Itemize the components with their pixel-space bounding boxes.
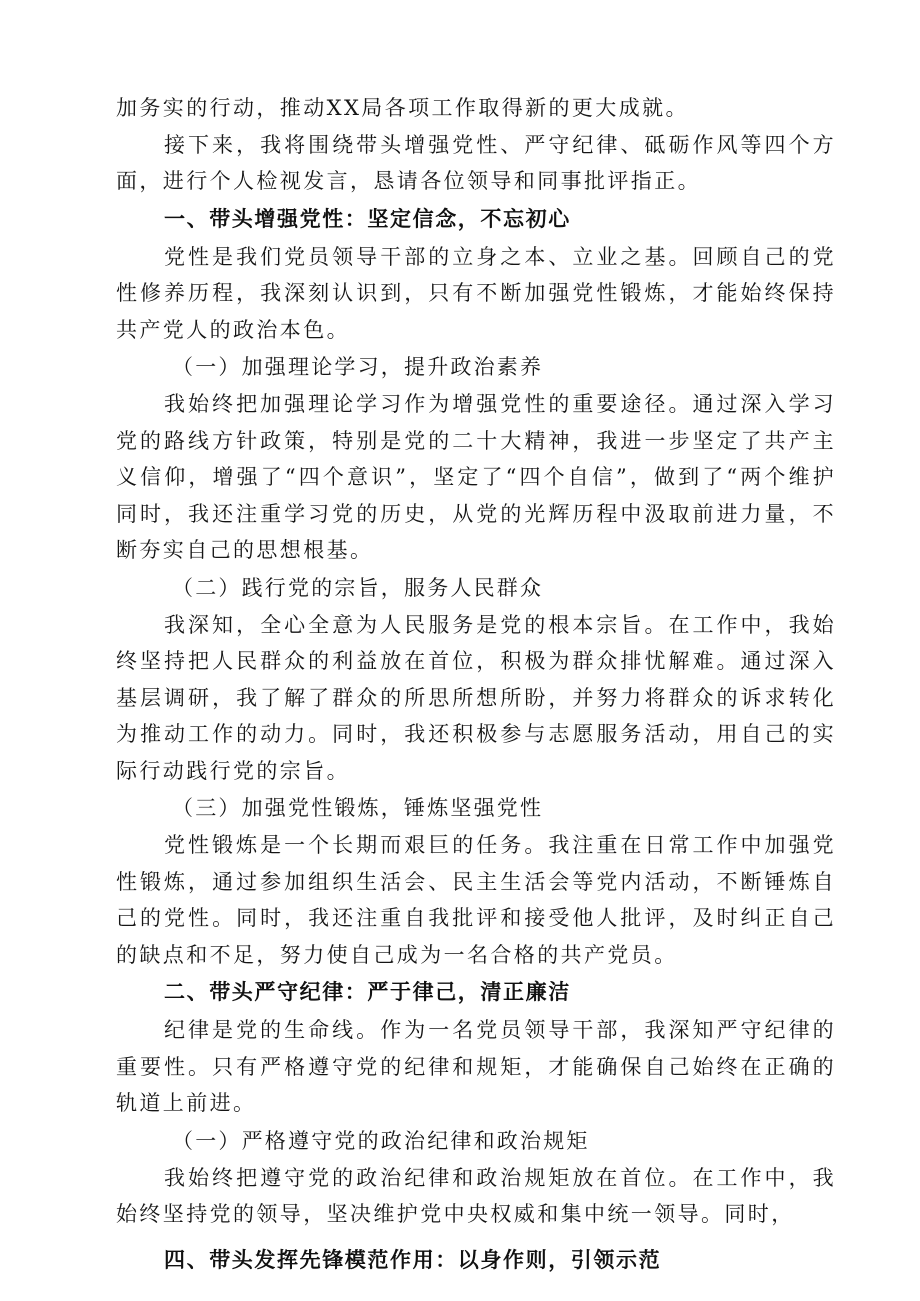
section2-sub1-heading: （一）严格遵守党的政治纪律和政治规矩: [172, 1128, 590, 1153]
document-body: [116, 90, 836, 1280]
section1-sub1-heading: （一）加强理论学习，提升政治素养: [172, 355, 544, 379]
section2-body: 纪律是党的生命线。作为一名党员领导干部，我深知严守纪律的重要性。只有严格遵守党的纪律和规矩，才能确保自己始终在正确的轨道上前进。: [116, 1018, 836, 1115]
section1-sub2-heading: （二）践行党的宗旨，服务人民群众: [172, 575, 544, 600]
section1-sub2-body: 我深知，全心全意为人民服务是党的根本宗旨。在工作中，我始终坚持把人民群众的利益放在首位，积极为群众排忧解难。通过深入基层调研，我了解了群众的所思所想所盼，并努力将群众的诉求转化为推动工作的动力。同时，我还积极参与志愿服务活动，用自己的实际行动践行党的宗旨。: [116, 612, 836, 783]
section2-sub1-body: 我始终把遵守党的政治纪律和政治规矩放在首位。在工作中，我始终坚持党的领导，坚决维护党中央权威和集中统一领导。同时，: [116, 1165, 836, 1226]
section1-body: 党性是我们党员领导干部的立身之本、立业之基。回顾自己的党性修养历程，我深刻认识到，只有不断加强党性锻炼，才能始终保持共产党人的政治本色。: [116, 244, 836, 342]
section4-heading: 四、带头发挥先锋模范作用：以身作则，引领示范: [164, 1247, 662, 1272]
intro-paragraph: 接下来，我将围绕带头增强党性、严守纪律、砥砺作风等四个方面，进行个人检视发言，恳请各位领导和同事批评指正。: [116, 132, 836, 193]
lead-continuation-paragraph: 加务实的行动，推动XX局各项工作取得新的更大成就。: [116, 96, 689, 120]
section1-heading: 一、带头增强党性：坚定信念，不忘初心: [164, 206, 571, 231]
section1-sub3-heading: （三）加强党性锻炼，锤炼坚强党性: [172, 796, 544, 820]
section1-sub3-body: 党性锻炼是一个长期而艰巨的任务。我注重在日常工作中加强党性锻炼，通过参加组织生活会、民主生活会等党内活动，不断锤炼自己的党性。同时，我还注重自我批评和接受他人批评，及时纠正自己的缺点和不足，努力使自己成为一名合格的共产党员。: [116, 833, 836, 967]
section2-heading: 二、带头严守纪律：严于律己，清正廉洁: [164, 980, 571, 1004]
section1-sub1-body: 我始终把加强理论学习作为增强党性的重要途径。通过深入学习党的路线方针政策，特别是党的二十大精神，我进一步坚定了共产主义信仰，增强了“四个意识”，坚定了“四个自信”，做到了“两个维护同时，我还注重学习党的历史，从党的光辉历程中汲取前进力量，不断夯实自己的思想根基。: [116, 392, 836, 562]
